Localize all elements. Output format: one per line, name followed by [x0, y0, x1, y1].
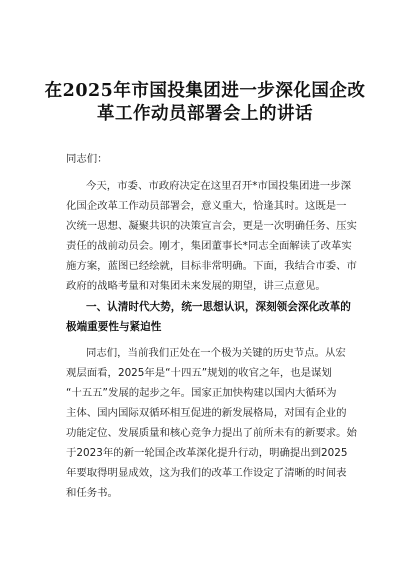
paragraph-1-line: 责任的战前动员会。刚才，集团董事长*同志全面解读了改革实 [66, 240, 352, 252]
paragraph-1-line: 施方案，蓝图已经绘就，目标非常明确。下面，我结合市委、市 [66, 260, 357, 272]
paragraph-2-line: “十五五”发展的起步之年。国家正加快构建以国内大循环为 [66, 387, 337, 399]
paragraph-2-line: 同志们，当前我们正处在一个极为关键的历史节点。从宏 [86, 347, 346, 359]
section-heading-line-1: 一、认清时代大势，统一思想认识，深刻领会深化改革的 [86, 301, 351, 313]
paragraph-1-line: 政府的战略考量和对集团未来发展的期望，讲三点意见。 [66, 280, 326, 292]
paragraph-2-line: 功能定位、发展质量和核心竞争力提出了前所未有的新要求。始 [66, 427, 357, 439]
paragraph-1-line: 化国企改革工作动员部署会，意义重大，恰逢其时。这既是一 [66, 200, 347, 212]
section-heading-line-2: 极端重要性与紧迫性 [66, 321, 162, 333]
document-title-line-1: 在2025年市国投集团进一步深化国企改 [44, 81, 366, 101]
paragraph-2-line: 主体、国内国际双循环相互促进的新发展格局，对国有企业的 [66, 407, 347, 419]
paragraph-1-line: 次统一思想、凝聚共识的决策宣言会，更是一次明确任务、压实 [66, 220, 357, 232]
paragraph-1-line: 今天，市委、市政府决定在这里召开*市国投集团进一步深 [86, 180, 351, 192]
paragraph-2-line: 于2023年的新一轮国企改革深化提升行动，明确提出到2025 [66, 447, 348, 459]
paragraph-2-line: 观层面看，2025年是“十四五”规划的收官之年，也是谋划 [66, 367, 332, 379]
document-title-line-2: 革工作动员部署会上的讲话 [97, 104, 313, 124]
paragraph-2-line: 和任务书。 [66, 487, 118, 499]
paragraph-2-line: 年要取得明显成效，这为我们的改革工作设定了清晰的时间表 [66, 467, 347, 479]
salutation: 同志们： [66, 153, 108, 165]
